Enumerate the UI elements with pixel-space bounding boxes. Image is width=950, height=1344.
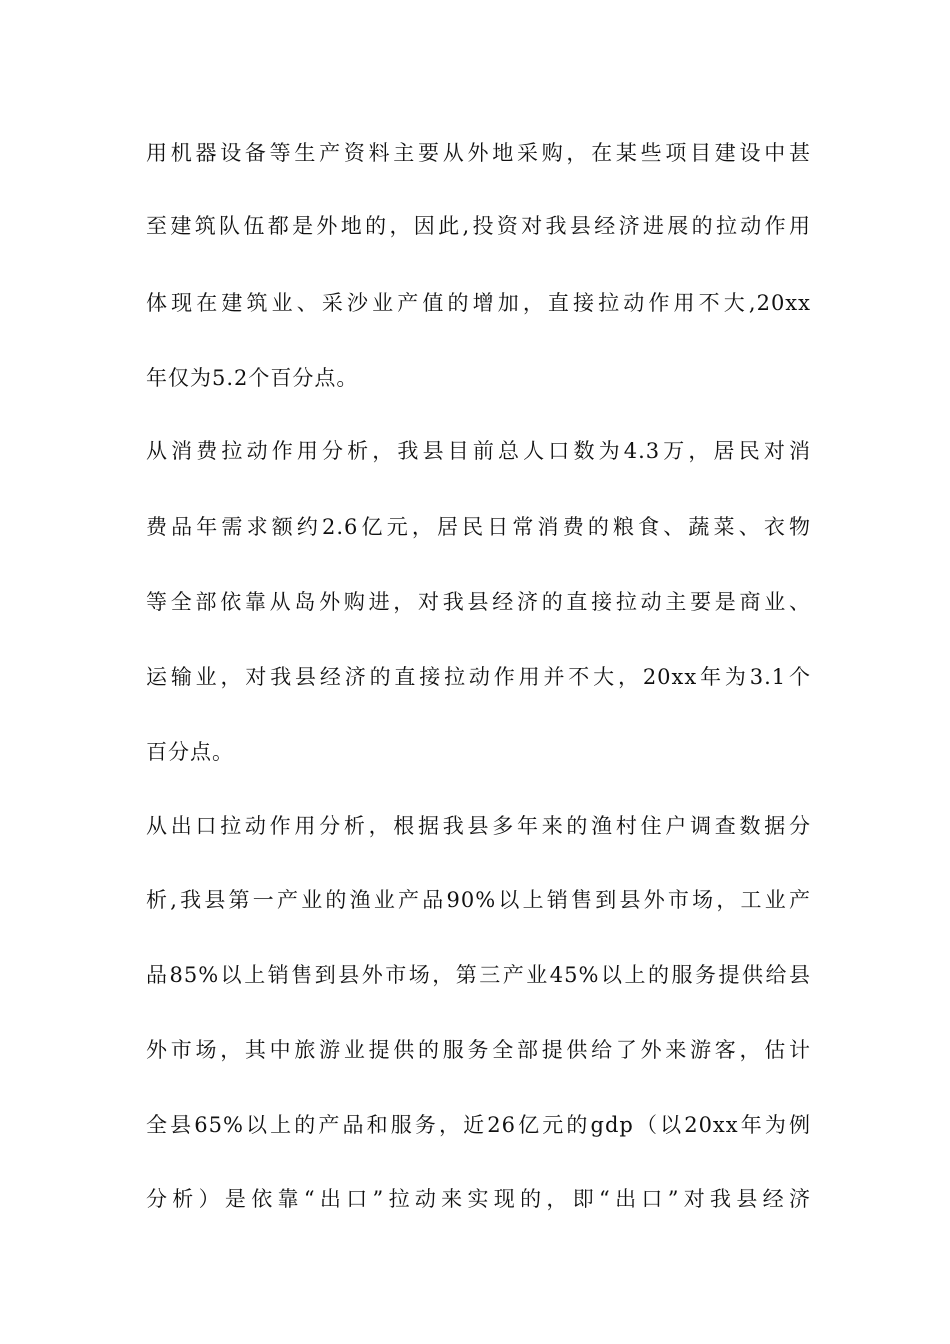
body-text-line: 析,我县第一产业的渔业产品90%以上销售到县外市场，工业产 xyxy=(146,888,811,912)
paragraph-start-line: 从消费拉动作用分析，我县目前总人口数为4.3万，居民对消 xyxy=(146,439,811,463)
body-text-line: 分析）是依靠“出口”拉动来实现的，即“出口”对我县经济 xyxy=(146,1187,811,1211)
body-text-line: 至建筑队伍都是外地的，因此,投资对我县经济进展的拉动作用 xyxy=(146,214,811,238)
body-text-line: 等全部依靠从岛外购进，对我县经济的直接拉动主要是商业、 xyxy=(146,590,811,614)
body-text-line: 百分点。 xyxy=(146,740,234,764)
body-text-line: 用机器设备等生产资料主要从外地采购，在某些项目建设中甚 xyxy=(146,141,811,165)
body-text-line: 运输业，对我县经济的直接拉动作用并不大，20xx年为3.1个 xyxy=(146,665,811,689)
body-text-line: 外市场，其中旅游业提供的服务全部提供给了外来游客，估计 xyxy=(146,1038,811,1062)
paragraph-start-line: 从出口拉动作用分析，根据我县多年来的渔村住户调查数据分 xyxy=(146,814,811,838)
body-text-line: 全县65%以上的产品和服务，近26亿元的gdp（以20xx年为例 xyxy=(146,1113,811,1137)
body-text-line: 体现在建筑业、采沙业产值的增加，直接拉动作用不大,20xx xyxy=(146,291,811,315)
body-text-line: 年仅为5.2个百分点。 xyxy=(146,366,359,390)
body-text-line: 费品年需求额约2.6亿元，居民日常消费的粮食、蔬菜、衣物 xyxy=(146,515,811,539)
body-text-line: 品85%以上销售到县外市场，第三产业45%以上的服务提供给县 xyxy=(146,963,811,987)
